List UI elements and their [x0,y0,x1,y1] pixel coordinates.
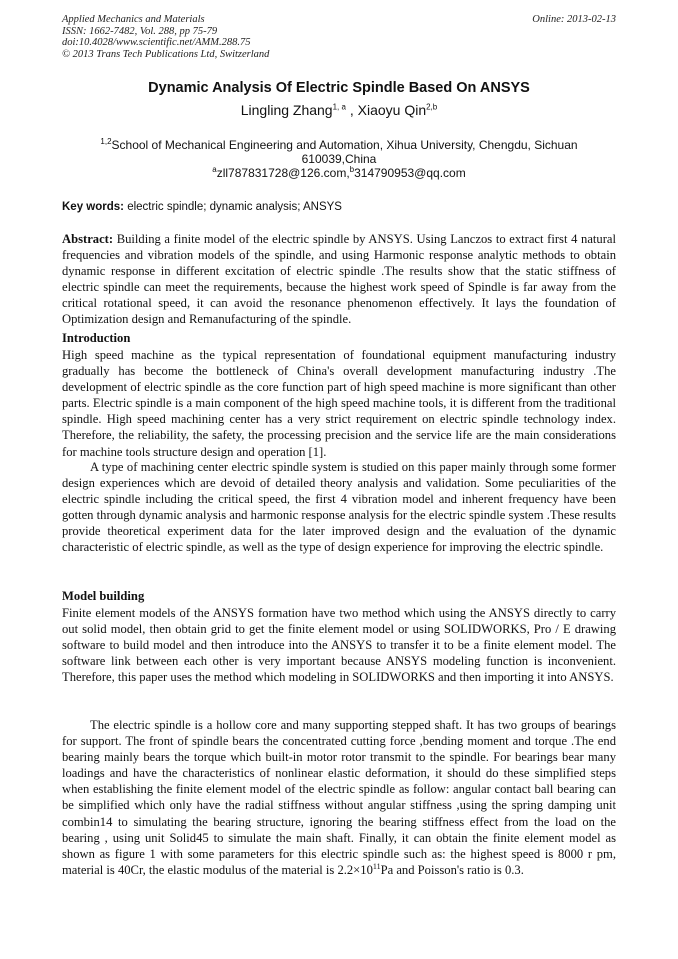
online-date: Online: 2013-02-13 [532,14,616,25]
model-building-paragraph-2-end: Pa and Poisson's ratio is 0.3. [380,862,524,877]
journal-header [62,14,616,60]
keywords-label: Key words: [62,201,124,213]
exponent: 11 [372,861,381,871]
author-2-superscript: 2,b [426,102,438,112]
email-line [62,166,616,180]
model-building-paragraph-2 [62,717,616,878]
author-separator: , [345,102,358,118]
affiliation-superscript: 1,2 [100,137,112,146]
affiliation [62,138,616,180]
introduction-paragraph-2: A type of machining center electric spindle system is studied on this paper mainly through some former design experiences which are devoid of detailed theory analysis and validation. Some peculiarities of the electric spindle including the critical speed, the first 4 vibration model and inherent frequency have been gotten through dynamic analysis and harmonic response analysis for the electric spindle system .These results provide theoretical experiment data for the later improved design and the evaluation of the dynamic characteristic of electric spindle, as well as the type of design experience for improving the electric spindle. [62,460,616,555]
journal-name: Applied Mechanics and Materials [62,14,205,25]
paper-title: Dynamic Analysis Of Electric Spindle Based On ANSYS [148,80,530,96]
author-1: Lingling Zhang [240,102,333,118]
model-building-paragraph-1: Finite element models of the ANSYS formation have two method which using the ANSYS directly to carry out solid model, then obtain grid to get the finite element model or using SOLIDWORKS, Pro / E drawing software to build model and then introduce into the ANSYS to transfer it to be a finite element model. The software link between each other is very important because ANSYS modeling function is inconvenient. Therefore, this paper uses the method which modeling in SOLIDWORKS and then importing it into ANSYS. [62,606,616,685]
affiliation-line-2: 610039,China [301,152,377,166]
abstract-label: Abstract: [62,232,114,246]
affiliation-line-1: School of Mechanical Engineering and Automation, Xihua University, Chengdu, Sichuan [111,138,578,152]
model-building-paragraph-2-text: The electric spindle is a hollow core and many supporting stepped shaft. It has two groups of bearings for support. The front of spindle bears the concentrated cutting force ,bending moment and torque .The end bearing mainly bears the torque which built-in motor rotor transmit to the spindle. For bearings bear many loadings and have the characteristics of nonlinear elastic deformation, it should do these simplified steps when establishing the finite element model of the electric spindle as follow: angular contact ball bearing can be simplified which only have the radial stiffness without angular stiffness ,using the spring damping unit combin14 to simulating the bearing structure, ignoring the bearing stiffness effect from the load on the bearing , using unit Solid45 to simulate the main shaft. Finally, it can obtain the finite element model as shown as figure 1 with some parameters for this electric spindle such as: the highest speed is 8000 r pm, material is 40Cr, the elastic modulus of the material is 2.2×10 [62,718,616,877]
abstract [62,231,616,328]
model-building-heading: Model building [62,589,145,603]
author-line [62,102,616,118]
email-a: zll787831728@126.com, [216,166,350,180]
keywords-text: electric spindle; dynamic analysis; ANSYS [124,201,342,213]
issn-line: ISSN: 1662-7482, Vol. 288, pp 75-79 [62,25,218,37]
author-2: Xiaoyu Qin [357,102,427,118]
copyright-line: © 2013 Trans Tech Publications Ltd, Switzerland [62,48,270,60]
email-b-superscript: b [349,165,355,174]
keywords [62,201,616,213]
doi-line: doi:10.4028/www.scientific.net/AMM.288.75 [62,37,251,48]
email-b: 314790953@qq.com [354,166,466,180]
email-a-superscript: a [212,165,217,174]
introduction-heading: Introduction [62,331,131,345]
introduction-paragraph-1: High speed machine as the typical representation of foundational equipment manufacturing industry gradually has become the bottleneck of China's overall development manufacturing industry .The development of electric spindle as the core function part of high speed machine is more significant than other parts. Electric spindle is a main component of the high speed machine tools, it is different from the traditional spindle. High speed machining center has a very strict requirement on electric spindle technology index. Therefore, the reliability, the safety, the processing precision and the service life are the main considerations for machine tools structure design and operation [1]. [62,348,616,459]
abstract-text: Building a finite model of the electric spindle by ANSYS. Using Lanczos to extract first 4 natural frequencies and vibration models of the spindle, and using Harmonic response analytic methods to obtain dynamic response in different excitation of electric spindle .The results show that the static stiffness of electric spindle can meet the requirements, because the highest work speed of Spindle is far away from the critical rotational speed, it can avoid the resonance phenomenon effectively. It lays the foundation of Optimization design and Remanufacturing of the spindle. [62,232,616,327]
author-1-superscript: 1, a [332,102,346,112]
